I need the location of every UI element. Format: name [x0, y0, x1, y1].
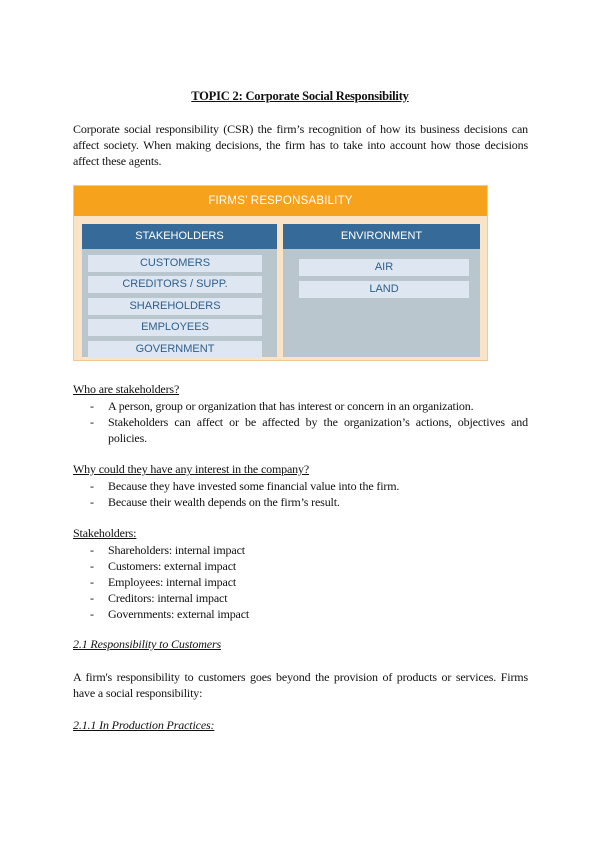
section-2-1-heading: 2.1 Responsibility to Customers	[73, 637, 222, 651]
stakeholders-heading: Stakeholders:	[73, 526, 137, 540]
diagram-header: FIRMS’ RESPONSABILITY	[74, 186, 487, 216]
stakeholder-box: SHAREHOLDERS	[88, 298, 262, 315]
list-item: - Customers: external impact	[73, 558, 528, 574]
list-item: - Employees: internal impact	[73, 574, 528, 590]
environment-column	[283, 224, 480, 357]
intro-paragraph: Corporate social responsibility (CSR) the firm’s recognition of how its business decisions can affect society. When making decisions, the firm has to take into account how those decisions affect these agents.	[73, 122, 528, 168]
list-item: - Governments: external impact	[73, 606, 528, 622]
list-item: - Because they have invested some financial value into the firm.	[73, 478, 528, 494]
section-2-1-paragraph: A firm's responsibility to customers goes beyond the provision of products or services. Firms have a social responsibility:	[73, 670, 528, 700]
stakeholders-column	[82, 224, 277, 357]
stakeholder-box: CUSTOMERS	[88, 255, 262, 272]
page-title: TOPIC 2: Corporate Social Responsibility	[191, 89, 409, 103]
environment-box: LAND	[299, 281, 469, 298]
stakeholders-list	[73, 542, 528, 622]
environment-box: AIR	[299, 259, 469, 276]
list-item: - Because their wealth depends on the firm’s result.	[73, 494, 528, 510]
firms-responsibility-diagram	[73, 185, 488, 361]
environment-column-title: ENVIRONMENT	[283, 224, 480, 249]
stakeholder-box: EMPLOYEES	[88, 319, 262, 336]
why-heading: Why could they have any interest in the company?	[73, 462, 310, 476]
section-2-1-1-heading: 2.1.1 In Production Practices:	[73, 718, 215, 732]
stakeholder-box: CREDITORS / SUPP.	[88, 276, 262, 293]
stakeholder-box: GOVERNMENT	[88, 341, 262, 358]
stakeholders-column-title: STAKEHOLDERS	[82, 224, 277, 249]
who-heading: Who are stakeholders?	[73, 382, 180, 396]
list-item: - A person, group or organization that has interest or concern in an organization.	[73, 398, 528, 414]
who-list	[73, 398, 528, 446]
list-item: - Creditors: internal impact	[73, 590, 528, 606]
list-item: - Shareholders: internal impact	[73, 542, 528, 558]
why-list	[73, 478, 528, 510]
list-item: - Stakeholders can affect or be affected by the organization’s actions, objectives and policies.	[73, 414, 528, 446]
